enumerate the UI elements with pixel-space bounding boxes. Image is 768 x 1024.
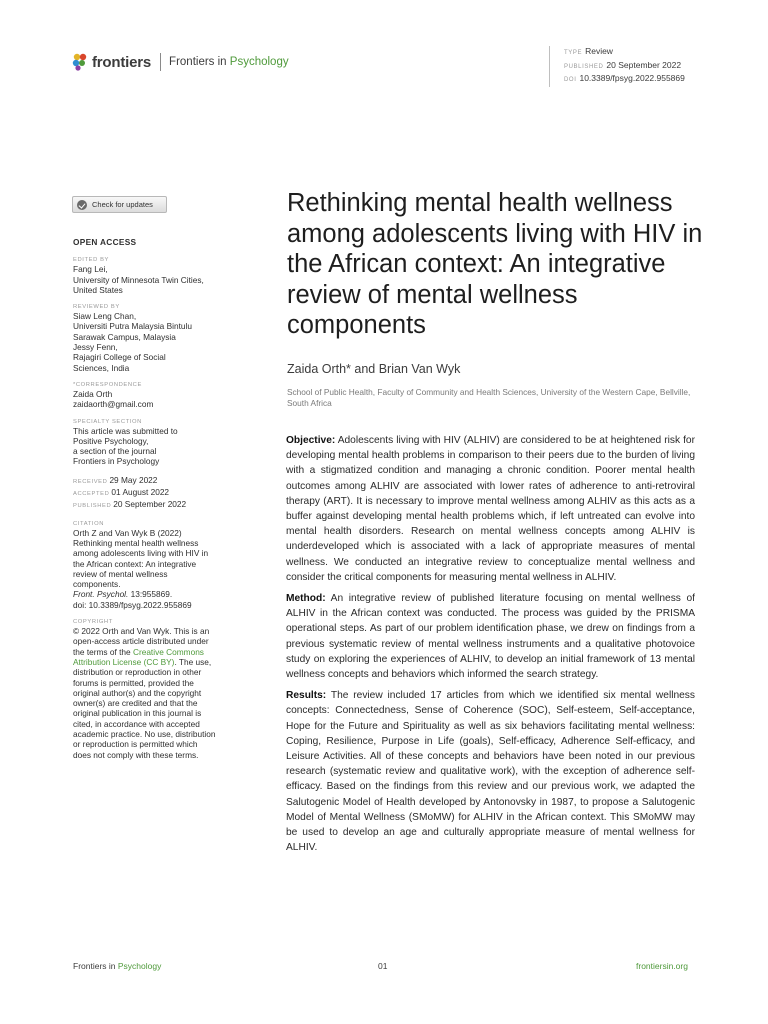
abstract-heading: Method:	[286, 593, 326, 605]
copyright-line: or reproduction is permitted which	[73, 739, 198, 750]
meta-doi[interactable]	[564, 73, 685, 87]
reviewer-line: Jessy Fenn,	[73, 342, 118, 353]
copyright-line: academic practice. No use, distribution	[73, 728, 216, 739]
footer-journal-prefix: Frontiers in	[73, 961, 116, 971]
check-for-updates-button[interactable]	[72, 196, 167, 213]
copyright-line: © 2022 Orth and Van Wyk. This is an	[73, 626, 210, 637]
copyright-text: the terms of the	[73, 646, 133, 657]
copyright-line	[73, 647, 238, 657]
citation-line: review of mental wellness	[73, 568, 168, 579]
check-icon	[77, 200, 87, 210]
date-key: PUBLISHED	[73, 503, 112, 510]
meta-key: DOI	[564, 77, 577, 83]
editor-line: University of Minnesota Twin Cities,	[73, 274, 204, 285]
citation-section	[73, 520, 238, 610]
page-number: 01	[378, 961, 388, 971]
article-meta	[549, 46, 685, 87]
journal-prefix: Frontiers in	[169, 56, 227, 68]
citation-doi[interactable]: doi: 10.3389/fpsyg.2022.955869	[73, 599, 192, 610]
frontiers-logo-icon	[72, 53, 88, 71]
correspondence-email[interactable]: zaidaorth@gmail.com	[73, 399, 154, 410]
reviewer-line: Sciences, India	[73, 362, 130, 373]
abstract-text: The review included 17 articles from which we identified six mental wellness concepts: Connectedness, Sense of Coherence (SOC), Self-esteem, Self-acceptance, Hope for the Future and Spirituality as well as six behaviors facilitating mental wellness: Coping, Resilience, Purpose in Life (goals), Self-efficacy, Adherence Self-efficacy, and Leisure Activities. All of these concepts and behaviors have been noted in our previous research (systematic review and qualitative work), with the exception of adherence self-efficacy. Based on the findings from this review and our previous work, we adapted the Salutogenic Model of Health developed by Antonovsky in 1987, to propose a Salutogenic Model of Mental Wellness (SMoMW) for ALHIV in the African context. This SMoMW may be used to develop an age and culturally appropriate measure of mental wellness for ALHIV.	[286, 690, 695, 854]
specialty-section	[73, 418, 238, 467]
logo-text: frontiers	[92, 53, 152, 71]
meta-value: Review	[585, 46, 613, 56]
section-label: COPYRIGHT	[73, 619, 113, 626]
journal-name[interactable]	[169, 56, 289, 68]
date-value: 01 August 2022	[111, 487, 170, 498]
abstract-heading: Objective:	[286, 435, 336, 446]
cc-license-link-2[interactable]: Attribution License (CC BY)	[73, 656, 175, 667]
check-for-updates-label: Check for updates	[92, 200, 153, 209]
meta-key: TYPE	[564, 50, 583, 56]
reviewer-line: Rajagiri College of Social	[73, 352, 166, 363]
editor-line: United States	[73, 284, 123, 295]
meta-value[interactable]: 10.3389/fpsyg.2022.955869	[579, 73, 685, 83]
citation-journal: Front. Psychol.	[73, 589, 129, 600]
copyright-line	[73, 657, 238, 667]
correspondence-name: Zaida Orth	[73, 388, 113, 399]
dates-section	[73, 475, 238, 512]
section-label: CITATION	[73, 520, 104, 527]
reviewed-by-section	[73, 303, 238, 373]
correspondence-section	[73, 381, 238, 410]
copyright-line: cited, in accordance with accepted	[73, 718, 200, 729]
section-label: *CORRESPONDENCE	[73, 381, 142, 388]
specialty-line: This article was submitted to	[73, 425, 178, 436]
abstract-method	[286, 591, 695, 682]
copyright-line: forums is permitted, provided the	[73, 677, 194, 688]
copyright-line: original author(s) and the copyright	[73, 687, 202, 698]
date-key: RECEIVED	[73, 478, 108, 485]
citation-line: Rethinking mental health wellness	[73, 537, 199, 548]
copyright-text: . The use,	[174, 656, 212, 667]
frontiers-logo[interactable]	[72, 53, 289, 71]
copyright-line: does not comply with these terms.	[73, 749, 199, 760]
section-label: EDITED BY	[73, 257, 110, 264]
reviewer-line: Universiti Putra Malaysia Bintulu	[73, 321, 192, 332]
section-label: SPECIALTY SECTION	[73, 418, 142, 425]
author-affiliation: School of Public Health, Faculty of Community and Health Sciences, University of the Western Cape, Bellville, South Africa	[287, 387, 691, 408]
article-authors: Zaida Orth* and Brian Van Wyk	[287, 362, 461, 376]
specialty-line: Positive Psychology,	[73, 435, 149, 446]
copyright-line: distribution or reproduction in other	[73, 667, 202, 678]
citation-volume: 13:955869.	[128, 589, 173, 600]
abstract-results	[286, 688, 695, 855]
abstract	[286, 433, 695, 861]
specialty-line: Frontiers in Psychology	[73, 456, 160, 467]
meta-key: PUBLISHED	[564, 63, 604, 70]
copyright-section	[73, 618, 238, 760]
abstract-text: An integrative review of published literature focusing on mental wellness of ALHIV in the African context was conducted. The process was guided by the PRISMA operational steps. As part of our problem identification phase, we drew on findings from a previous systematic review of mental wellness instruments and a qualitative photovoice study on exploring the experiences of ALHIV, to develop an initial framework of 13 mental wellness concepts and behaviors which informed the search strategy.	[286, 593, 695, 681]
edited-by-section	[73, 256, 238, 295]
date-key: ACCEPTED	[73, 491, 110, 498]
footer-journal[interactable]	[73, 961, 161, 971]
abstract-heading: Results:	[286, 690, 327, 702]
logo-divider	[160, 53, 161, 71]
citation-line: components.	[73, 579, 121, 590]
date-value: 29 May 2022	[109, 474, 158, 485]
copyright-line: original publication in this journal is	[73, 708, 202, 719]
copyright-line: open-access article distributed under	[73, 636, 209, 647]
specialty-line: a section of the journal	[73, 446, 157, 457]
date-published	[73, 499, 238, 511]
citation-line: the African context: An integrative	[73, 558, 197, 569]
copyright-line: owner(s) are credited and that the	[73, 698, 198, 709]
citation-line: Orth Z and Van Wyk B (2022)	[73, 527, 182, 538]
date-value: 20 September 2022	[113, 499, 187, 510]
citation-journal-line	[73, 589, 238, 599]
meta-published	[564, 60, 685, 74]
citation-line: among adolescents living with HIV in	[73, 548, 209, 559]
reviewer-line: Sarawak Campus, Malaysia	[73, 331, 176, 342]
open-access-label: OPEN ACCESS	[73, 237, 137, 247]
abstract-objective	[286, 433, 695, 585]
meta-type	[564, 46, 685, 60]
date-accepted	[73, 487, 238, 499]
footer-site-link[interactable]: frontiersin.org	[636, 961, 688, 971]
journal-subject: Psychology	[229, 56, 289, 68]
date-received	[73, 475, 238, 487]
reviewer-line: Siaw Leng Chan,	[73, 311, 137, 322]
editor-line: Fang Lei,	[73, 264, 108, 275]
sidebar	[73, 237, 238, 768]
cc-license-link[interactable]: Creative Commons	[132, 646, 204, 657]
article-title: Rethinking mental health wellness among adolescents living with HIV in the African context: An integrative review of mental wellness components	[287, 189, 703, 339]
abstract-text: Adolescents living with HIV (ALHIV) are considered to be at heightened risk for developing mental health problems in comparison to their peers due to the burden of living with a stigmatized condition and managing a chronic condition. Poorer mental health outcomes among ALHIV are associated with lower rates of adherence to anti-retroviral therapy (ART). It is necessary to improve mental wellness among ALHIV as this acts as a buffer against developing mental health problems which, if left untreated can evolve into mental health disorders. Research on mental wellness concepts among ALHIV is underdeveloped which is associated with a lack of appropriate measures of mental wellness. We conducted an integrative review to conceptualize mental wellness and consider the critical components for measuring mental wellness in ALHIV.	[286, 435, 695, 583]
section-label: REVIEWED BY	[73, 304, 120, 311]
meta-value: 20 September 2022	[606, 59, 682, 70]
footer-journal-subject: Psychology	[117, 961, 162, 971]
